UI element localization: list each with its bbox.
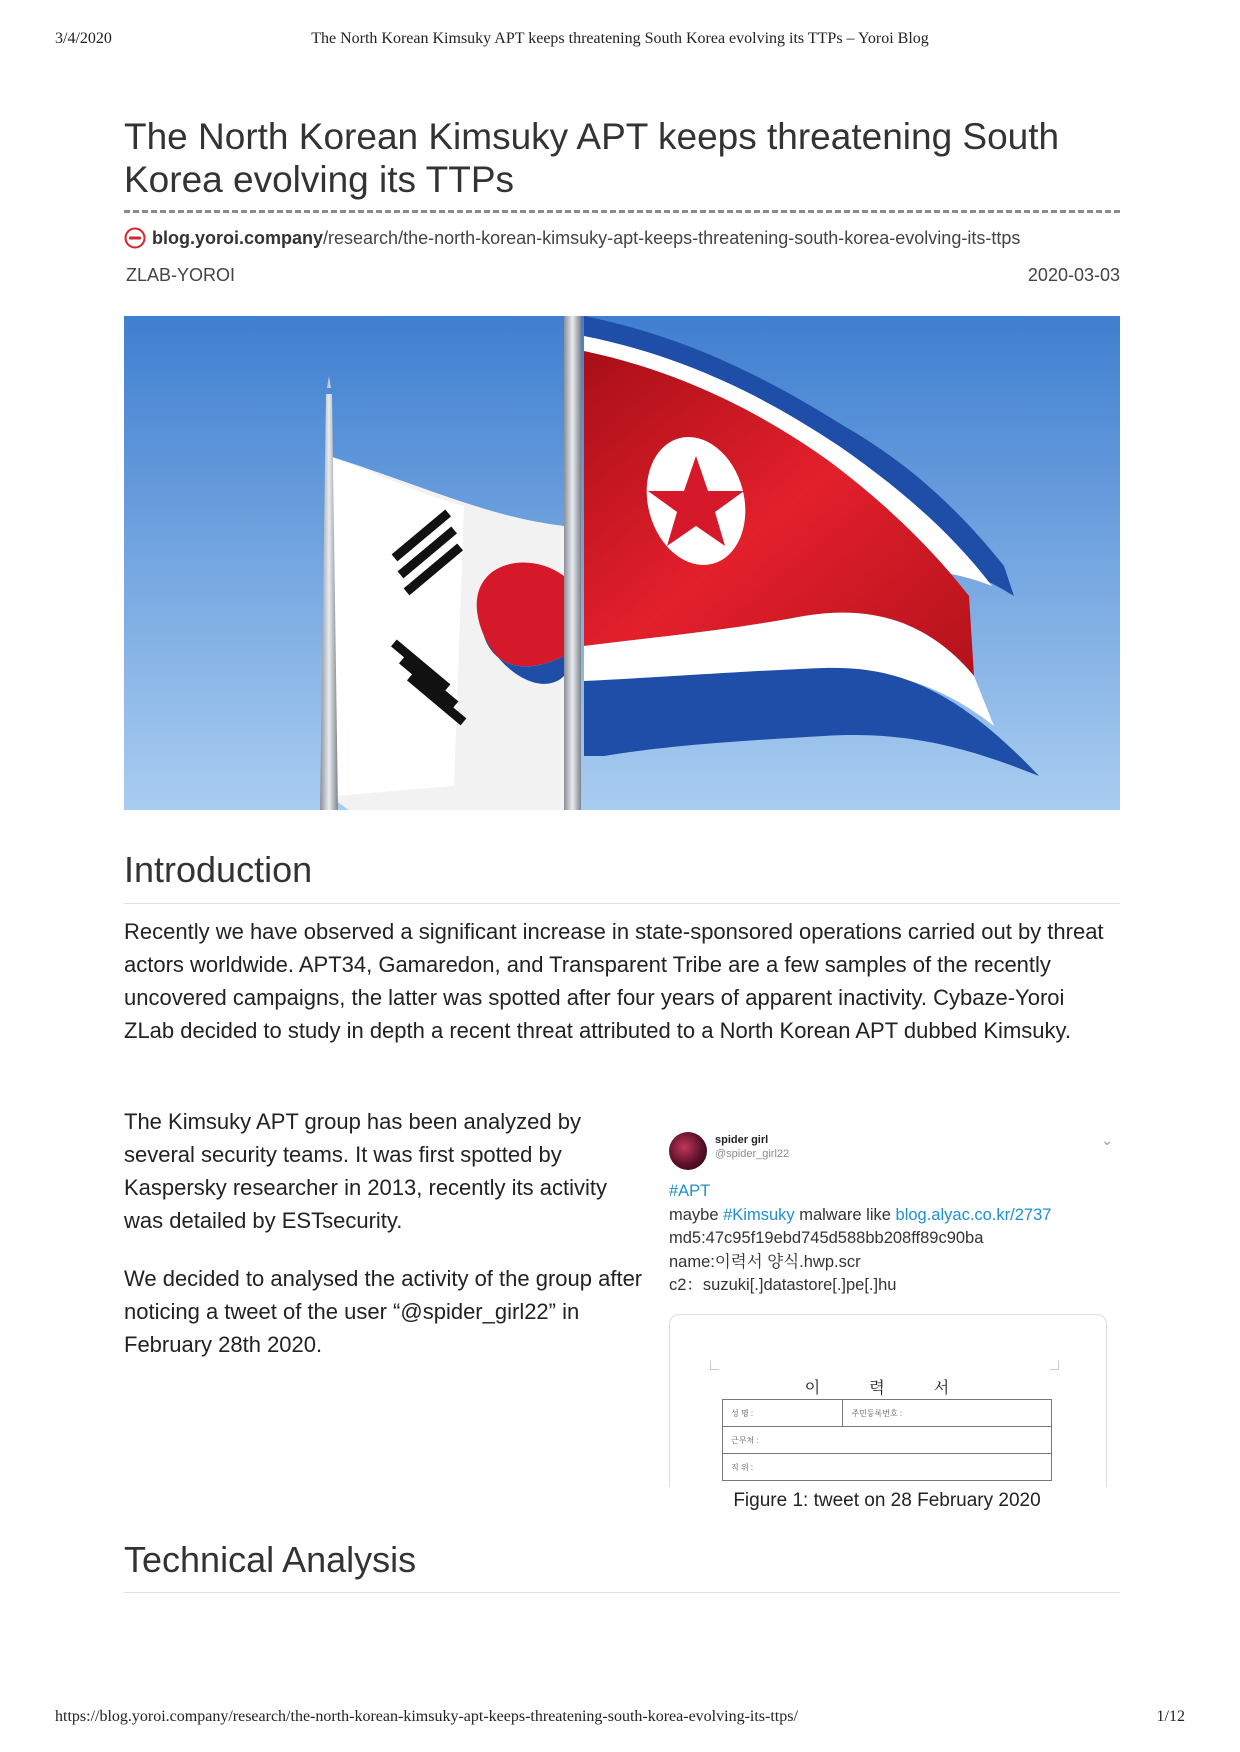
tweet-text-fragment: maybe bbox=[669, 1205, 724, 1224]
title-divider bbox=[124, 210, 1120, 213]
print-url: https://blog.yoroi.company/research/the-north-korean-kimsuky-apt-keeps-threatening-south-korea-evolving-its-ttps/ bbox=[55, 1708, 798, 1725]
introduction-divider bbox=[124, 903, 1120, 904]
crop-mark bbox=[710, 1361, 719, 1370]
print-header bbox=[55, 30, 1185, 54]
resume-doc-title: 이 력 서 bbox=[804, 1378, 972, 1397]
publish-date: 2020-03-03 bbox=[1027, 265, 1120, 285]
resume-field-workplace: 근무처 : bbox=[723, 1427, 1052, 1454]
print-date: 3/4/2020 bbox=[55, 30, 112, 47]
article-meta bbox=[124, 265, 1120, 289]
tweet-c2: c2：suzuki[.]datastore[.]pe[.]hu bbox=[669, 1276, 897, 1294]
tweet-display-name[interactable]: spider girl bbox=[715, 1134, 769, 1146]
article-title: The North Korean Kimsuky APT keeps threatening South Korea evolving its TTPs bbox=[124, 116, 1060, 200]
tweet-filename: name:이력서 양식.hwp.scr bbox=[669, 1252, 861, 1271]
author: ZLAB-YOROI bbox=[126, 265, 236, 285]
tweet-text bbox=[669, 1180, 1119, 1298]
page-number: 1/12 bbox=[1156, 1708, 1185, 1725]
intro-paragraph-3: We decided to analysed the activity of the group after noticing a tweet of the user “@spider_girl22” in February 28th 2020. bbox=[124, 1266, 643, 1357]
technical-analysis-heading: Technical Analysis bbox=[124, 1539, 417, 1580]
source-path: /research/the-north-korean-kimsuky-apt-keeps-threatening-south-korea-evolving-its-ttps bbox=[323, 228, 1021, 248]
intro-paragraph-2: The Kimsuky APT group has been analyzed by several security teams. It was first spotted by Kaspersky researcher in 2013, recently its activity was detailed by ESTsecurity. bbox=[124, 1109, 607, 1233]
print-footer bbox=[55, 1708, 1185, 1732]
tweet-handle[interactable]: @spider_girl22 bbox=[715, 1148, 790, 1160]
resume-field-position: 직 위 : bbox=[723, 1454, 1052, 1481]
tweet-md5: md5:47c95f19ebd745d588bb208ff89c90ba bbox=[669, 1229, 984, 1247]
tweet-text-fragment: malware like bbox=[794, 1205, 896, 1224]
source-domain: blog.yoroi.company bbox=[152, 228, 324, 248]
yoroi-logo-icon bbox=[124, 227, 146, 249]
source-link[interactable] bbox=[124, 225, 1120, 251]
hero-image bbox=[124, 316, 1120, 810]
tweet-line-2 bbox=[669, 1204, 1119, 1228]
crop-mark bbox=[1050, 1361, 1059, 1370]
tweet-header bbox=[669, 1132, 1119, 1174]
chevron-down-icon[interactable]: ⌄ bbox=[1101, 1132, 1113, 1148]
tweet-attached-image[interactable] bbox=[669, 1314, 1107, 1487]
tweet-link[interactable]: blog.alyac.co.kr/2737 bbox=[895, 1205, 1052, 1224]
avatar[interactable] bbox=[669, 1132, 707, 1170]
resume-field-name: 성 명 : bbox=[723, 1400, 843, 1427]
intro-paragraph-1: Recently we have observed a significant increase in state-sponsored operations carried out by threat actors worldwide. APT34, Gamaredon, and Transparent Tribe are a few samples of the recently uncovered campaigns, the latter was spotted after four years of apparent inactivity. Cybaze-Yoroi ZLab decided to study in depth a recent threat attributed to a North Korean APT dubbed Kimsuky. bbox=[124, 919, 1104, 1043]
tweet-hashtag-kimsuky[interactable]: #Kimsuky bbox=[723, 1205, 795, 1224]
tweet-hashtag-apt[interactable]: #APT bbox=[669, 1182, 711, 1200]
technical-analysis-divider bbox=[124, 1592, 1120, 1593]
introduction-heading: Introduction bbox=[124, 849, 313, 890]
resume-form-table bbox=[722, 1399, 1052, 1481]
flags-icon bbox=[124, 316, 1120, 810]
resume-field-id: 주민등록번호 : bbox=[843, 1400, 1052, 1427]
print-title: The North Korean Kimsuky APT keeps threatening South Korea evolving its TTPs – Yoroi Blog bbox=[311, 30, 929, 47]
figure-caption: Figure 1: tweet on 28 February 2020 bbox=[733, 1490, 1041, 1511]
tweet-figure bbox=[669, 1120, 1119, 1540]
